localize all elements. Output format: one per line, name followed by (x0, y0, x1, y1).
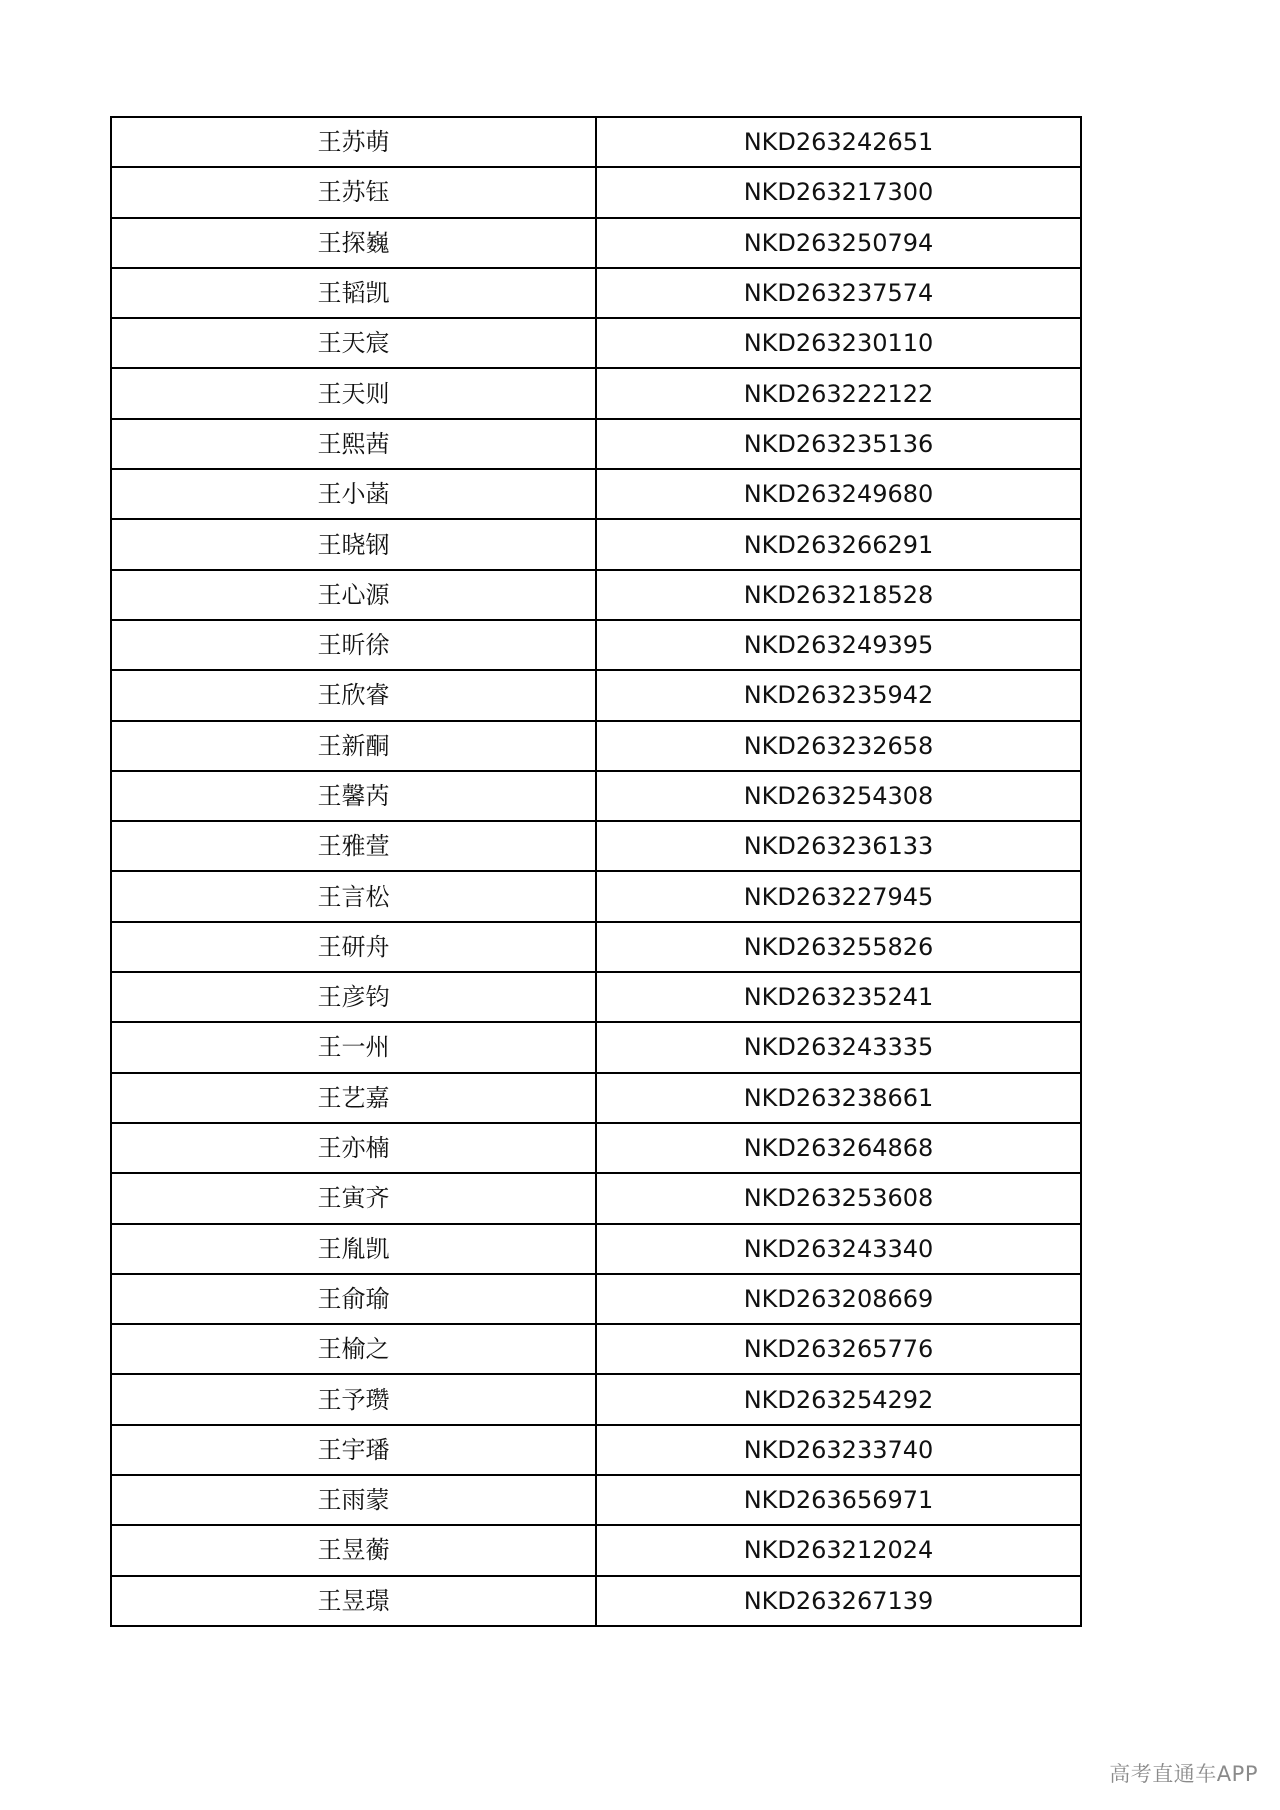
registration-number: NKD263208669 (596, 1274, 1081, 1324)
table-row (111, 1173, 1081, 1223)
registration-number: NKD263250794 (596, 218, 1081, 268)
table-row (111, 1073, 1081, 1123)
table-row (111, 519, 1081, 569)
registration-number: NKD263264868 (596, 1123, 1081, 1173)
table-row (111, 871, 1081, 921)
registration-number: NKD263253608 (596, 1173, 1081, 1223)
roster-table (110, 116, 1082, 1627)
registration-number: NKD263235136 (596, 419, 1081, 469)
student-name: 王熙茜 (111, 419, 596, 469)
registration-number: NKD263255826 (596, 922, 1081, 972)
student-name: 王寅齐 (111, 1173, 596, 1223)
student-name: 王馨芮 (111, 771, 596, 821)
table-row (111, 167, 1081, 217)
student-name: 王苏萌 (111, 117, 596, 167)
registration-number: NKD263232658 (596, 721, 1081, 771)
student-name: 王胤凯 (111, 1224, 596, 1274)
registration-number: NKD263243340 (596, 1224, 1081, 1274)
table-row (111, 922, 1081, 972)
registration-number: NKD263222122 (596, 368, 1081, 418)
registration-number: NKD263235241 (596, 972, 1081, 1022)
registration-number: NKD263267139 (596, 1576, 1081, 1626)
registration-number: NKD263227945 (596, 871, 1081, 921)
student-name: 王雅萱 (111, 821, 596, 871)
table-row (111, 318, 1081, 368)
registration-number: NKD263238661 (596, 1073, 1081, 1123)
student-name: 王雨蒙 (111, 1475, 596, 1525)
student-name: 王研舟 (111, 922, 596, 972)
table-row (111, 1475, 1081, 1525)
roster-body (111, 117, 1081, 1626)
student-name: 王宇璠 (111, 1425, 596, 1475)
table-row (111, 972, 1081, 1022)
table-row (111, 419, 1081, 469)
table-row (111, 821, 1081, 871)
registration-number: NKD263230110 (596, 318, 1081, 368)
registration-number: NKD263249680 (596, 469, 1081, 519)
student-name: 王新酮 (111, 721, 596, 771)
table-row (111, 771, 1081, 821)
student-name: 王昱蘅 (111, 1525, 596, 1575)
student-name: 王韬凯 (111, 268, 596, 318)
table-row (111, 570, 1081, 620)
registration-number: NKD263242651 (596, 117, 1081, 167)
registration-number: NKD263218528 (596, 570, 1081, 620)
table-row (111, 268, 1081, 318)
student-name: 王晓钢 (111, 519, 596, 569)
student-name: 王亦楠 (111, 1123, 596, 1173)
student-name: 王昕徐 (111, 620, 596, 670)
table-row (111, 620, 1081, 670)
student-name: 王欣睿 (111, 670, 596, 720)
student-name: 王小菡 (111, 469, 596, 519)
table-row (111, 218, 1081, 268)
student-name: 王榆之 (111, 1324, 596, 1374)
student-name: 王艺嘉 (111, 1073, 596, 1123)
table-row (111, 1324, 1081, 1374)
registration-number: NKD263217300 (596, 167, 1081, 217)
student-name: 王天宸 (111, 318, 596, 368)
table-row (111, 469, 1081, 519)
registration-number: NKD263254292 (596, 1374, 1081, 1424)
table-row (111, 1022, 1081, 1072)
registration-number: NKD263249395 (596, 620, 1081, 670)
table-row (111, 117, 1081, 167)
student-name: 王俞瑜 (111, 1274, 596, 1324)
table-row (111, 1274, 1081, 1324)
registration-number: NKD263235942 (596, 670, 1081, 720)
table-row (111, 368, 1081, 418)
registration-number: NKD263265776 (596, 1324, 1081, 1374)
table-row (111, 1525, 1081, 1575)
student-name: 王昱璟 (111, 1576, 596, 1626)
table-row (111, 1576, 1081, 1626)
registration-number: NKD263254308 (596, 771, 1081, 821)
table-row (111, 721, 1081, 771)
table-row (111, 1123, 1081, 1173)
registration-number: NKD263656971 (596, 1475, 1081, 1525)
table-row (111, 1425, 1081, 1475)
table-row (111, 670, 1081, 720)
student-name: 王彦钧 (111, 972, 596, 1022)
watermark: 高考直通车APP (1109, 1762, 1258, 1786)
student-name: 王予瓒 (111, 1374, 596, 1424)
table-row (111, 1224, 1081, 1274)
table-row (111, 1374, 1081, 1424)
registration-number: NKD263212024 (596, 1525, 1081, 1575)
student-name: 王一州 (111, 1022, 596, 1072)
registration-number: NKD263266291 (596, 519, 1081, 569)
student-name: 王苏钰 (111, 167, 596, 217)
registration-number: NKD263237574 (596, 268, 1081, 318)
registration-number: NKD263233740 (596, 1425, 1081, 1475)
registration-number: NKD263236133 (596, 821, 1081, 871)
student-name: 王探巍 (111, 218, 596, 268)
student-name: 王心源 (111, 570, 596, 620)
registration-number: NKD263243335 (596, 1022, 1081, 1072)
student-name: 王天则 (111, 368, 596, 418)
student-name: 王言松 (111, 871, 596, 921)
